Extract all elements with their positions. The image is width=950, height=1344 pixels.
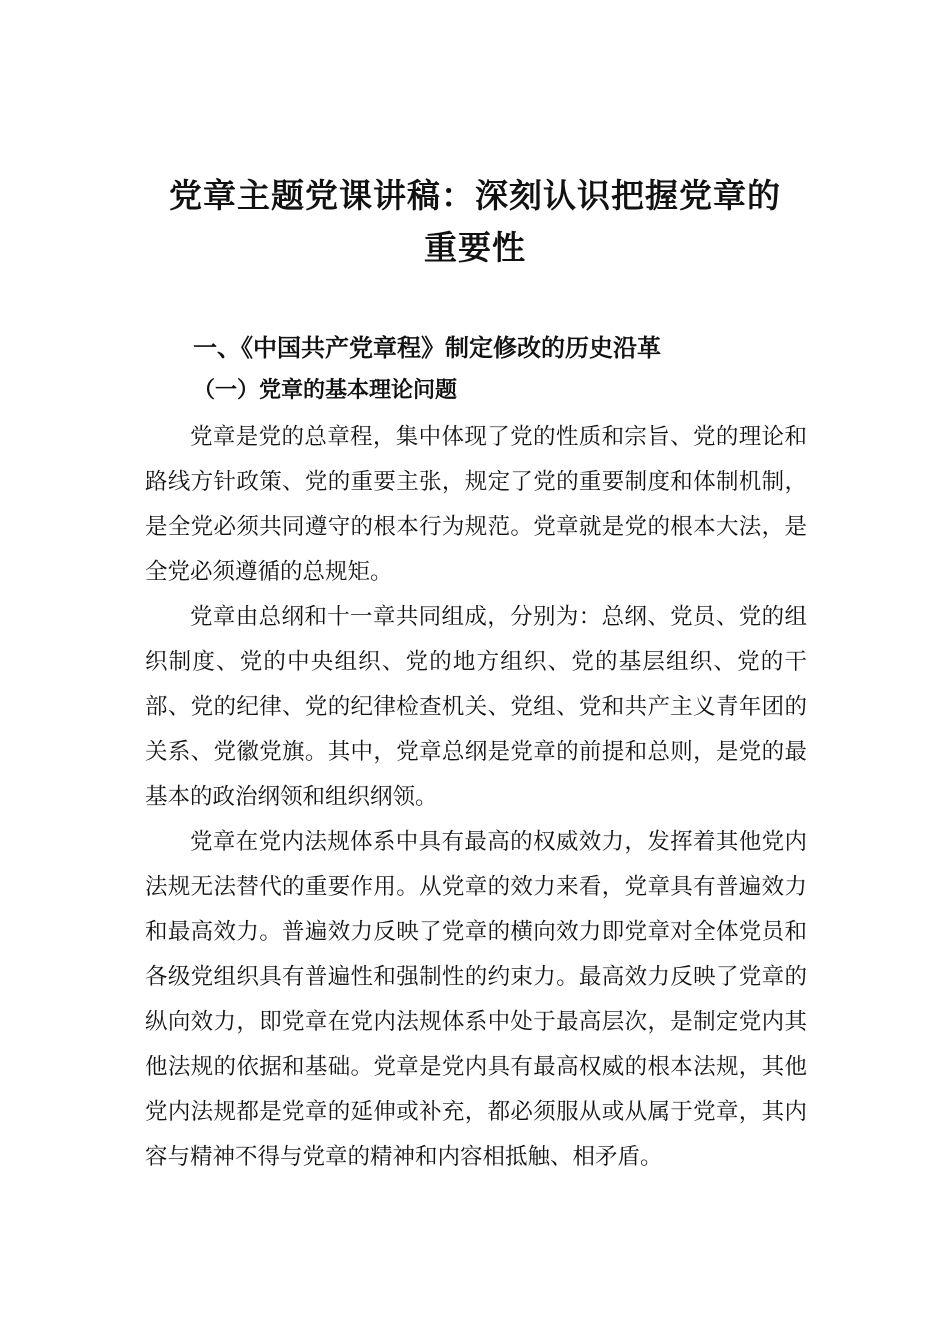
title-line-1: 党章主题党课讲稿：深刻认识把握党章的 (169, 176, 781, 215)
paragraph-3: 党章在党内法规体系中具有最高的权威效力，发挥着其他党内法规无法替代的重要作用。从党章的效力来看，党章具有普遍效力和最高效力。普遍效力反映了党章的横向效力即党章对全体党员和各级党组织具有普遍性和强制性的约束力。最高效力反映了党章的纵向效力，即党章在党内法规体系中处于最高层次，是制定党内其他法规的依据和基础。党章是党内具有最高权威的根本法规，其他党内法规都是党章的延伸或补充，都必须服从或从属于党章，其内容与精神不得与党章的精神和内容相抵触、相矛盾。 (145, 829, 807, 1170)
body-text (145, 415, 807, 1180)
section-heading: 一、《中国共产党章程》制定修改的历史沿革 (193, 334, 661, 362)
title-line-2: 重要性 (424, 228, 526, 267)
document-title (140, 170, 810, 274)
paragraph-2: 党章由总纲和十一章共同组成，分别为：总纲、党员、党的组织制度、党的中央组织、党的地方组织、党的基层组织、党的干部、党的纪律、党的纪律检查机关、党组、党和共产主义青年团的关系、党徽党旗。其中，党章总纲是党章的前提和总则，是党的最基本的政治纲领和组织纲领。 (145, 604, 807, 810)
paragraph-1: 党章是党的总章程，集中体现了党的性质和宗旨、党的理论和路线方针政策、党的重要主张，规定了党的重要制度和体制机制，是全党必须共同遵守的根本行为规范。党章就是党的根本大法，是全党必须遵循的总规矩。 (145, 424, 807, 585)
subsection-heading: （一）党章的基本理论问题 (193, 377, 458, 403)
